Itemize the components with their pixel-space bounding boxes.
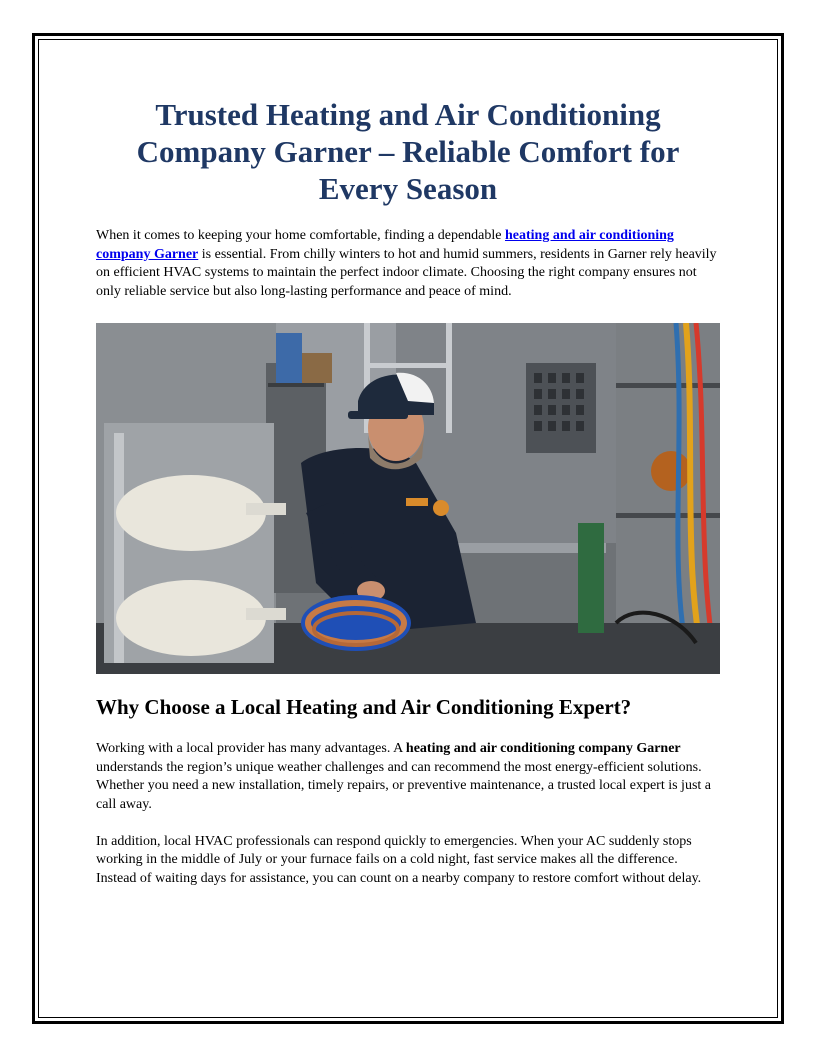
page-title: Trusted Heating and Air Conditioning Company Garner – Reliable Comfort for Every Season: [136, 97, 680, 206]
para2-text-before: Working with a local provider has many advantages. A: [96, 741, 406, 756]
intro-text-before: When it comes to keeping your home comfortable, finding a dependable: [96, 228, 505, 243]
para2-bold-keyword: heating and air conditioning company Garner: [405, 741, 681, 756]
intro-text-after: is essential. From chilly winters to hot and humid summers, residents in Garner rely heavily on efficient HVAC systems to maintain the perfect indoor climate. Choosing the right company ensures not only reliable service but also long-lasting performance and peace of mind.: [96, 246, 717, 299]
technician-photo: [96, 323, 720, 674]
section-heading: Why Choose a Local Heating and Air Conditioning Expert?: [96, 695, 632, 719]
document-body: [96, 96, 720, 888]
intro-paragraph: [96, 227, 720, 301]
emergency-paragraph: In addition, local HVAC professionals can respond quickly to emergencies. When your AC suddenly stops working in the middle of July or your furnace fails on a cold night, fast service makes all the difference. Instead of waiting days for assistance, you can count on a nearby company to restore comfort without delay.: [96, 833, 702, 886]
local-provider-paragraph: [96, 740, 720, 814]
heating-air-company-link[interactable]: heating and air conditioning company Garner: [96, 228, 674, 262]
para2-text-after: understands the region’s unique weather challenges and can recommend the most energy-efficient solutions. Whether you need a new installation, timely repairs, or preventive maintenance, a trusted local expert is just a call away.: [96, 759, 712, 812]
